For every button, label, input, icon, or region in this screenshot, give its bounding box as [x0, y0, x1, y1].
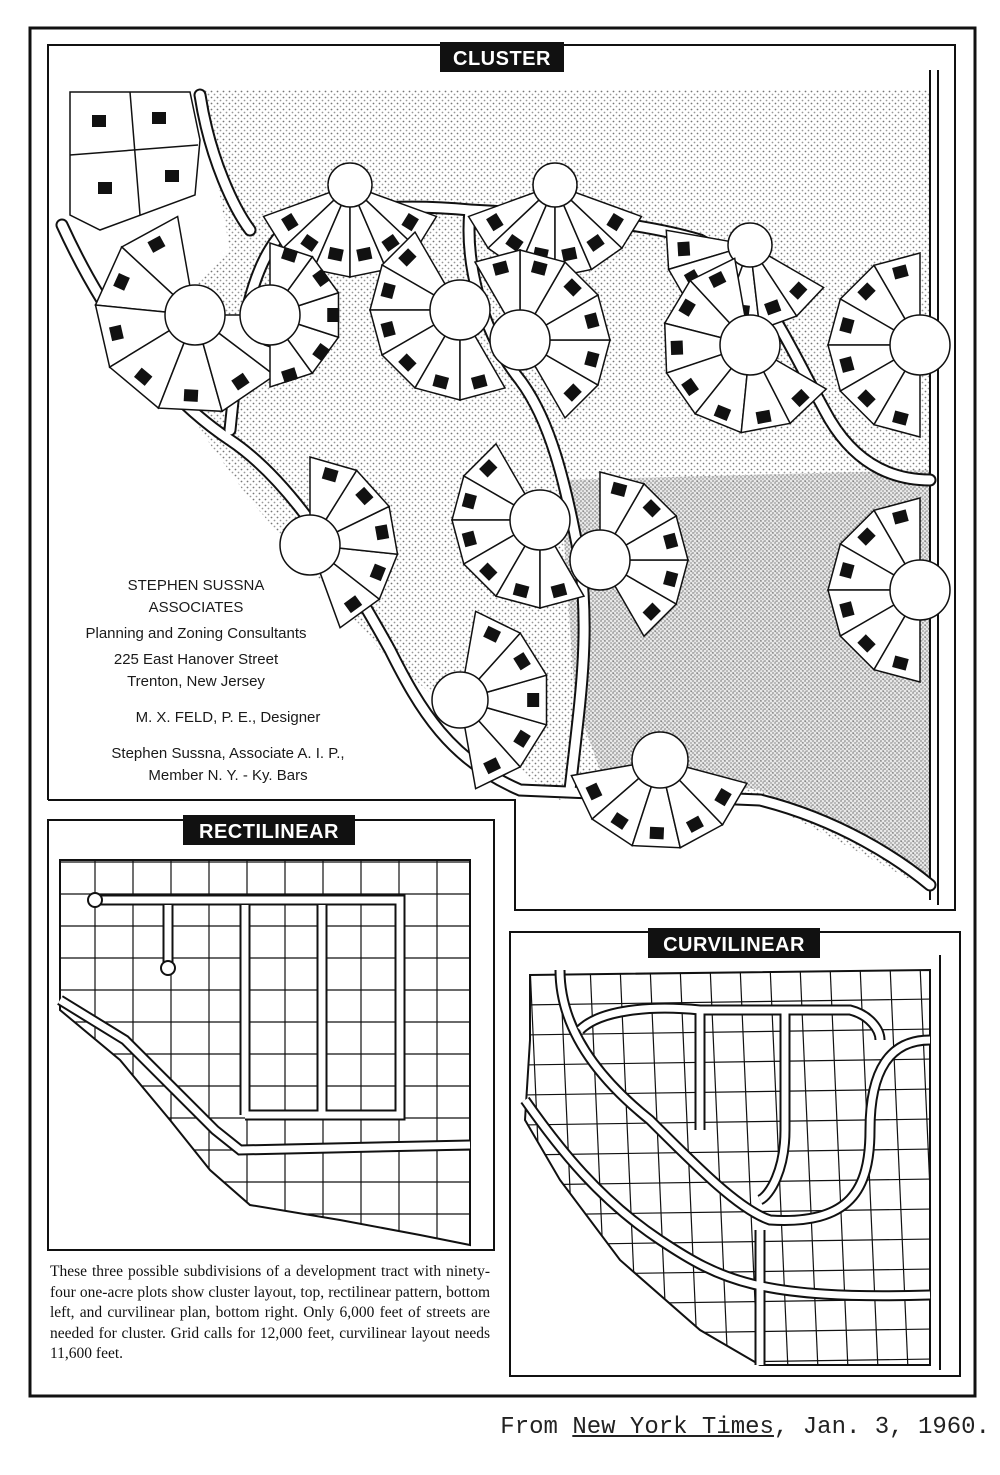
cul-de-sac: [533, 163, 577, 207]
house: [677, 242, 690, 257]
house: [184, 389, 199, 402]
source-prefix: From: [500, 1414, 573, 1441]
corner-lots: [70, 92, 200, 230]
cul-de-sac: [88, 893, 102, 907]
firm-description: Planning and Zoning Consultants: [85, 625, 307, 642]
cluster-panel: [48, 42, 955, 910]
rectilinear-panel: [48, 815, 494, 1250]
cul-de-sac: [432, 672, 488, 728]
figure-caption: These three possible subdivisions of a development tract with ninety-four one-acre plots show cluster layout, top, rectilinear pattern, bottom left, and curvilinear plan, bottom right. Only 6,000 feet of streets are needed for cluster. Grid calls for 12,000 feet, curvilinear layout needs 11,600 feet.: [50, 1263, 490, 1362]
cul-de-sac: [328, 163, 372, 207]
cul-de-sac: [720, 315, 780, 375]
source-publication: New York Times: [572, 1414, 774, 1441]
cul-de-sac: [430, 280, 490, 340]
address-line-1: 225 East Hanover Street: [113, 651, 279, 668]
rectilinear-label: RECTILINEAR: [199, 821, 339, 843]
cul-de-sac: [632, 732, 688, 788]
house: [756, 410, 772, 424]
house: [671, 341, 684, 355]
rectilinear-tract: [60, 860, 470, 1245]
curvilinear-panel: [510, 928, 960, 1376]
cul-de-sac: [510, 490, 570, 550]
curvilinear-label: CURVILINEAR: [663, 934, 805, 956]
associate-credit-2: Member N. Y. - Ky. Bars: [148, 767, 308, 784]
house: [327, 308, 339, 322]
cul-de-sac: [161, 961, 175, 975]
cul-de-sac: [240, 285, 300, 345]
cul-de-sac: [890, 315, 950, 375]
firm-name-2: ASSOCIATES: [148, 599, 244, 616]
source-citation: [450, 1414, 990, 1441]
house: [375, 524, 389, 540]
designer-credit: M. X. FELD, P. E., Designer: [135, 709, 321, 726]
cul-de-sac: [490, 310, 550, 370]
credit-block: [86, 577, 345, 784]
cul-de-sac: [570, 530, 630, 590]
cul-de-sac: [280, 515, 340, 575]
cul-de-sac: [890, 560, 950, 620]
address-line-2: Trenton, New Jersey: [127, 673, 265, 690]
house: [527, 693, 539, 707]
firm-name: STEPHEN SUSSNA: [127, 577, 265, 594]
cul-de-sac: [165, 285, 225, 345]
cluster-label: CLUSTER: [453, 48, 551, 70]
house: [650, 827, 665, 840]
source-date: , Jan. 3, 1960.: [773, 1414, 990, 1441]
associate-credit-1: Stephen Sussna, Associate A. I. P.,: [111, 745, 345, 762]
